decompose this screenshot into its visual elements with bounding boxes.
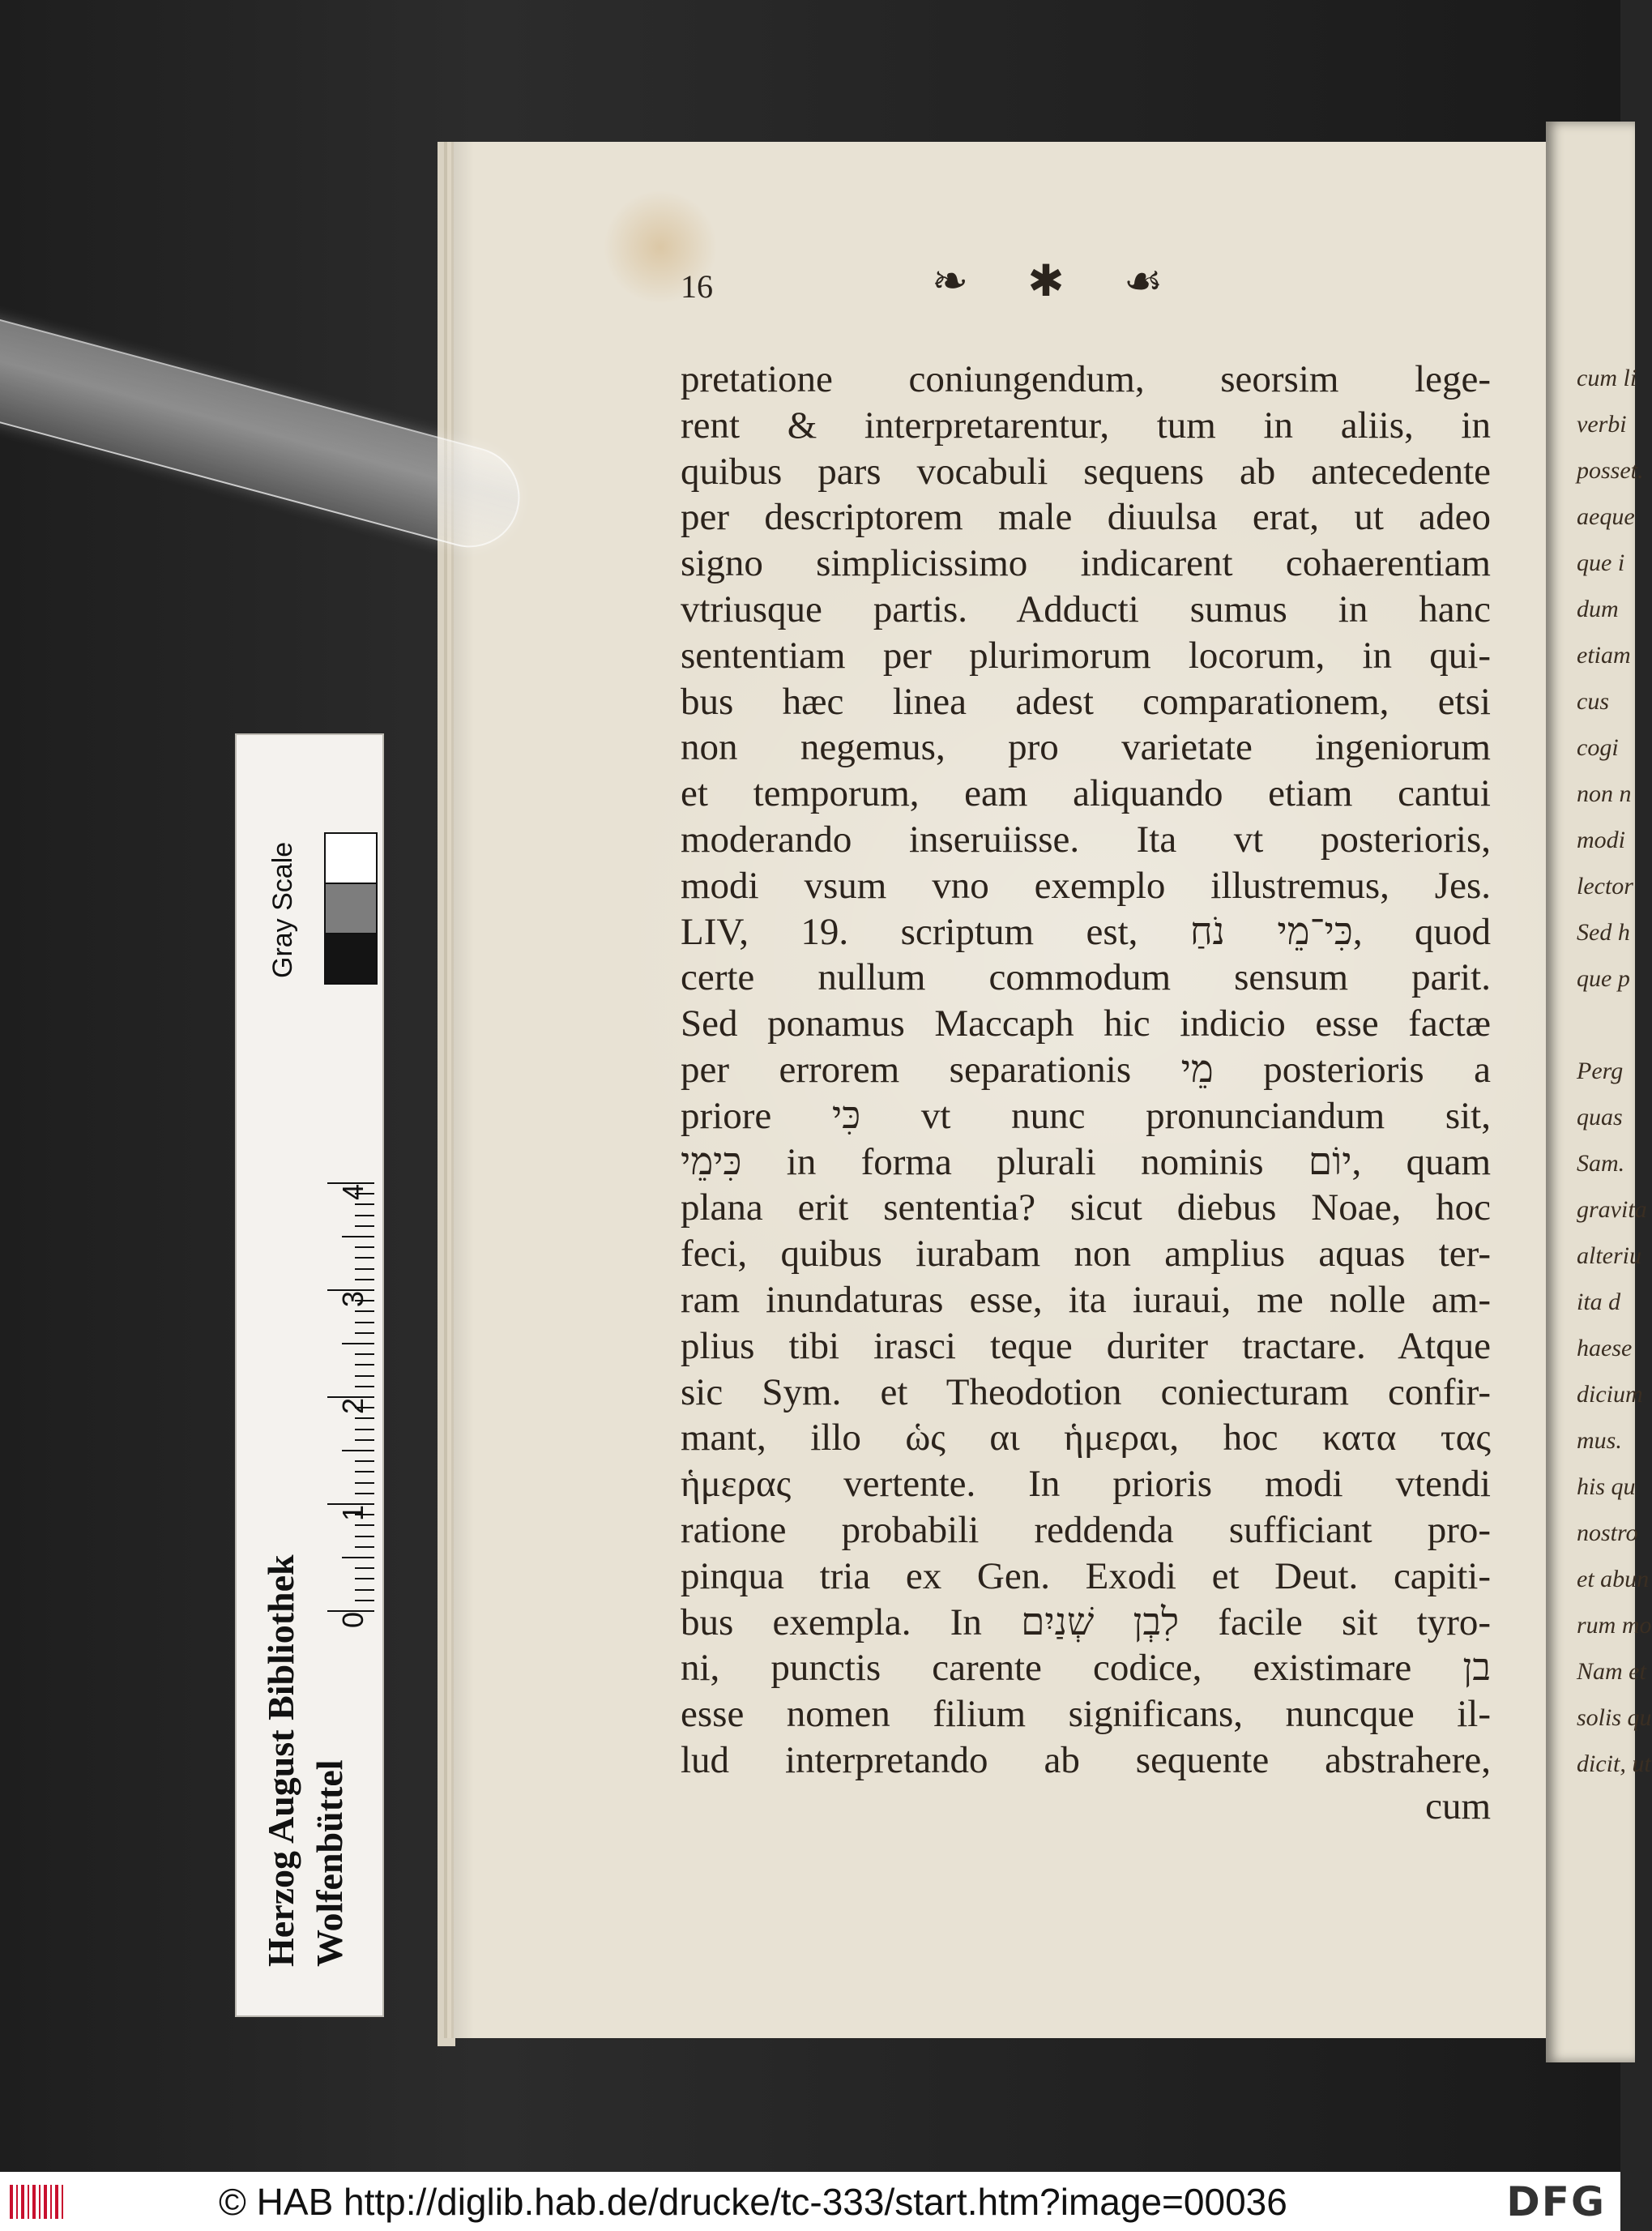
page-body-text — [681, 357, 1491, 1830]
ruler-tick — [355, 1482, 374, 1484]
facing-page-fragment: alteriu — [1577, 1242, 1641, 1269]
facing-page-fragment: haese — [1577, 1335, 1633, 1361]
facing-page-fragment: et abun — [1577, 1566, 1650, 1592]
text-line: plana erit sententia? sicut diebus Noae, hoc — [681, 1186, 1491, 1229]
book-page — [454, 142, 1547, 2038]
facing-page-fragment: cus — [1577, 688, 1609, 715]
text-line: bus exempla. In לִבְן שְׁנַיִם facile sit tyro- — [681, 1601, 1491, 1643]
text-line: priore כִּי vt nunc pronunciandum sit, — [681, 1094, 1491, 1137]
header-ornament: ❧ ✱ ☙ — [932, 255, 1186, 306]
text-line: pinqua tria ex Gen. Exodi et Deut. capiti- — [681, 1554, 1491, 1597]
ruler-tick — [355, 1460, 374, 1462]
text-line: vtriusque partis. Adducti sumus in hanc — [681, 588, 1491, 630]
ruler-tick — [355, 1257, 374, 1259]
facing-page-fragment: cum li — [1577, 365, 1637, 391]
ruler-tick — [355, 1589, 374, 1591]
text-line: כִּימֵי in forma plurali nominis יוֹם, quam — [681, 1140, 1492, 1183]
text-line: ἡμερας vertente. In prioris modi vtendi — [681, 1463, 1491, 1506]
ruler-tick — [355, 1546, 374, 1548]
facing-page-fragment: nostro — [1577, 1519, 1638, 1546]
facing-page-edge — [1546, 122, 1652, 2062]
facing-page-fragment: gravita — [1577, 1196, 1647, 1223]
text-line: per errorem separationis מֵי posterioris a — [681, 1048, 1491, 1091]
page-edges — [438, 142, 455, 2046]
ruler-number-3: 3 — [336, 1290, 369, 1307]
facing-page-fragment: posset. — [1577, 457, 1644, 484]
facing-page-fragment: lector — [1577, 873, 1633, 900]
text-line: modi vsum vno exemplo illustremus, Jes. — [681, 864, 1491, 907]
facing-page-fragment: Sed h — [1577, 919, 1630, 946]
facing-page-fragment: dum — [1577, 596, 1619, 622]
ruler-tick — [355, 1536, 374, 1537]
text-line: certe nullum commodum sensum parit. — [681, 956, 1491, 999]
gray-scale-ruler — [235, 733, 384, 2017]
facing-page-fragment: que p — [1577, 965, 1630, 992]
ruler-institution-line1: Herzog August Bibliothek — [260, 1554, 301, 1967]
gray-swatch-white — [324, 832, 378, 884]
text-line: bus hæc linea adest comparationem, etsi — [681, 680, 1491, 723]
ruler-gray-scale-label: Gray Scale — [267, 841, 298, 978]
text-line: LIV, 19. scriptum est, כִּי־מֵי נֹחַ, quod — [681, 910, 1492, 953]
dfg-logo: DFG — [1506, 2178, 1606, 2225]
gray-swatch-mid — [324, 883, 378, 934]
text-line: Sed ponamus Maccaph hic indicio esse factæ — [681, 1002, 1491, 1045]
facing-page-fragment: Sam. — [1577, 1150, 1625, 1177]
text-line: moderando inseruiisse. Ita vt posterioris, — [681, 818, 1491, 861]
facing-page-fragment: his qu — [1577, 1473, 1636, 1500]
text-line: ram inundaturas esse, ita iuraui, me nolle am- — [681, 1278, 1491, 1321]
text-line: et temporum, eam aliquando etiam cantui — [681, 772, 1491, 815]
ruler-number-0: 0 — [336, 1611, 369, 1628]
ruler-tick — [342, 1450, 374, 1451]
ruler-tick — [355, 1600, 374, 1601]
ruler-number-1: 1 — [336, 1504, 369, 1521]
text-line: cum — [1425, 1784, 1491, 1827]
text-line: esse nomen filium significans, nuncque il- — [681, 1693, 1491, 1736]
ruler-number-2: 2 — [336, 1397, 369, 1414]
footer-bar — [0, 2172, 1620, 2231]
text-line: pretatione coniungendum, seorsim lege- — [681, 358, 1491, 400]
ruler-tick — [355, 1268, 374, 1270]
ruler-tick — [355, 1386, 374, 1387]
ruler-tick — [355, 1578, 374, 1579]
ruler-tick — [355, 1203, 374, 1205]
facing-page-fragment: Nam et — [1577, 1658, 1646, 1685]
facing-page-fragment: Perg — [1577, 1058, 1624, 1084]
text-line: ni, punctis carente codice, existimare בן — [681, 1647, 1491, 1690]
text-line: non negemus, pro varietate ingeniorum — [681, 726, 1491, 769]
ruler-tick — [342, 1343, 374, 1344]
facing-page-fragment: mus. — [1577, 1427, 1622, 1454]
page-number: 16 — [681, 268, 713, 305]
ruler-tick — [355, 1310, 374, 1312]
ruler-tick — [355, 1375, 374, 1377]
ruler-tick — [355, 1332, 374, 1334]
facing-page-fragment: modi — [1577, 827, 1625, 853]
text-line: ratione probabili reddenda sufficiant pro- — [681, 1508, 1491, 1551]
text-line: mant, illo ὡς αι ἡμεραι, hoc κατα τας — [681, 1417, 1491, 1460]
ruler-tick — [355, 1364, 374, 1366]
ruler-tick — [355, 1471, 374, 1472]
ruler-institution-line2: Wolfenbüttel — [309, 1759, 350, 1967]
ruler-tick — [355, 1439, 374, 1441]
facing-page-fragment: rum mo — [1577, 1612, 1652, 1639]
ruler-tick — [355, 1215, 374, 1216]
ruler-tick — [355, 1322, 374, 1323]
text-line: rent & interpretarentur, tum in aliis, in — [681, 404, 1491, 447]
ruler-tick — [355, 1225, 374, 1227]
library-barcode-logo — [10, 2185, 66, 2219]
ruler-tick — [355, 1524, 374, 1526]
facing-page-fragment: dicit, ut — [1577, 1750, 1651, 1777]
ruler-tick — [355, 1567, 374, 1569]
facing-page-fragment: ita d — [1577, 1289, 1621, 1315]
gray-swatch-black — [324, 933, 378, 985]
text-line: feci, quibus iurabam non amplius aquas ter- — [681, 1233, 1491, 1276]
text-line: sic Sym. et Theodotion coniecturam confir- — [681, 1370, 1491, 1413]
ruler-tick — [355, 1493, 374, 1494]
ruler-tick — [355, 1429, 374, 1430]
facing-page-fragment: etiam — [1577, 642, 1631, 669]
facing-page-fragment: verbi — [1577, 411, 1627, 438]
facing-page-fragment: dicium — [1577, 1381, 1643, 1408]
ruler-tick — [355, 1279, 374, 1280]
footer-credit-link[interactable]: © HAB http://diglib.hab.de/drucke/tc-333/start.htm?image=00036 — [219, 2181, 1287, 2223]
text-line: lud interpretando ab sequente abstrahere, — [681, 1738, 1491, 1781]
text-line: per descriptorem male diuulsa erat, ut adeo — [681, 496, 1491, 539]
facing-page-fragment: aeque — [1577, 503, 1635, 530]
facing-page-fragment: cogi — [1577, 734, 1619, 761]
ruler-tick — [355, 1417, 374, 1419]
facing-page-fragment: que i — [1577, 549, 1625, 576]
text-line: sententiam per plurimorum locorum, in qui- — [681, 634, 1491, 677]
facing-page-fragment: non n — [1577, 780, 1632, 807]
facing-page-fragment: quas — [1577, 1104, 1623, 1130]
text-line: quibus pars vocabuli sequens ab antecedente — [681, 450, 1491, 493]
ruler-tick — [342, 1236, 374, 1237]
ruler-tick — [355, 1246, 374, 1248]
ruler-number-4: 4 — [336, 1183, 369, 1200]
ruler-tick — [355, 1353, 374, 1355]
text-line: plius tibi irasci teque duriter tractare. Atque — [681, 1324, 1491, 1367]
text-line: signo simplicissimo indicarent cohaerentiam — [681, 542, 1491, 585]
ruler-tick — [342, 1557, 374, 1558]
facing-page-fragment: solis qu — [1577, 1704, 1652, 1731]
